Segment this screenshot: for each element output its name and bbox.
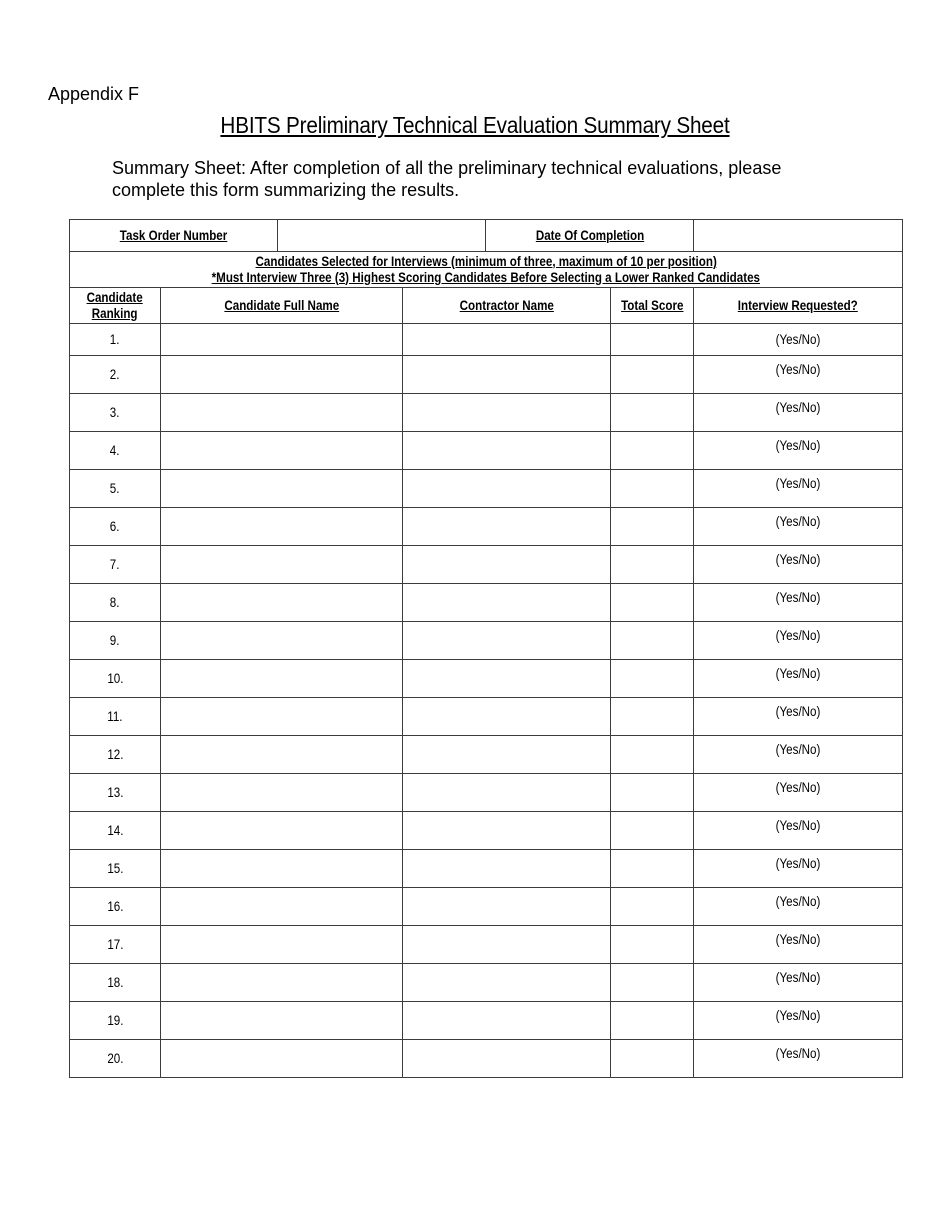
candidate-ranking-cell-text: 3. [110,405,120,420]
column-header-interview-cell [694,288,903,324]
interview-requested-field-text: (Yes/No) [775,438,821,453]
interview-requested-field[interactable] [694,698,903,736]
interview-requested-field[interactable] [694,546,903,584]
candidate-ranking-cell [70,546,161,584]
column-header-full-name-cell [161,288,403,324]
total-score-field[interactable] [611,584,694,622]
interview-requested-field-text: (Yes/No) [775,552,821,567]
interview-requested-field-text: (Yes/No) [775,628,821,643]
candidate-ranking-cell-text: 12. [106,747,124,762]
interview-requested-field-text: (Yes/No) [775,932,821,947]
total-score-field[interactable] [611,394,694,432]
contractor-name-field[interactable] [403,1002,611,1040]
candidate-full-name-field[interactable] [161,324,403,356]
contractor-name-field[interactable] [403,584,611,622]
table-row [70,470,903,508]
table-row [70,432,903,470]
interview-requested-field-text: (Yes/No) [775,1008,821,1023]
interview-requested-field-text: (Yes/No) [775,362,821,377]
interview-requested-field[interactable] [694,736,903,774]
candidate-ranking-cell [70,698,161,736]
candidate-full-name-field[interactable] [161,888,403,926]
candidate-ranking-cell-text: 11. [107,709,123,724]
table-row [70,850,903,888]
table-row [70,584,903,622]
selection-banner [70,252,903,288]
table-row [70,812,903,850]
table-row [70,508,903,546]
column-header-contractor: Contractor Name [459,297,554,313]
column-header-total-score: Total Score [620,297,684,313]
candidate-full-name-field[interactable] [161,546,403,584]
candidate-full-name-field[interactable] [161,736,403,774]
contractor-name-field[interactable] [403,324,611,356]
contractor-name-field[interactable] [403,736,611,774]
column-header-total-score-cell [611,288,694,324]
candidate-full-name-field[interactable] [161,470,403,508]
candidate-ranking-cell [70,736,161,774]
interview-requested-field[interactable] [694,964,903,1002]
date-of-completion-label-cell [486,220,694,252]
candidate-ranking-cell [70,926,161,964]
interview-requested-field[interactable] [694,622,903,660]
candidate-ranking-cell [70,850,161,888]
candidate-ranking-cell [70,964,161,1002]
candidate-ranking-cell [70,812,161,850]
candidate-ranking-cell [70,1002,161,1040]
column-header-ranking-line2: Ranking [92,305,138,321]
candidate-ranking-cell-text: 14. [106,823,124,838]
contractor-name-field[interactable] [403,508,611,546]
contractor-name-field[interactable] [403,470,611,508]
table-row [70,356,903,394]
evaluation-summary-table [69,219,903,1078]
interview-requested-field[interactable] [694,850,903,888]
interview-requested-field[interactable] [694,432,903,470]
candidate-ranking-cell-text: 8. [110,595,120,610]
total-score-field[interactable] [611,888,694,926]
total-score-field[interactable] [611,356,694,394]
table-row [70,888,903,926]
total-score-field[interactable] [611,508,694,546]
candidate-ranking-cell-text: 18. [106,975,124,990]
total-score-field[interactable] [611,774,694,812]
contractor-name-field[interactable] [403,888,611,926]
task-order-value-field[interactable] [278,220,486,252]
candidate-ranking-cell [70,432,161,470]
candidate-ranking-cell-text: 13. [106,785,124,800]
interview-requested-field[interactable] [694,356,903,394]
interview-requested-field[interactable] [694,888,903,926]
appendix-label: Appendix F [48,84,140,104]
total-score-field[interactable] [611,546,694,584]
candidate-ranking-cell [70,394,161,432]
interview-requested-field[interactable] [694,926,903,964]
candidate-ranking-cell-text: 19. [106,1013,124,1028]
interview-requested-field[interactable] [694,774,903,812]
column-header-row [70,288,903,324]
contractor-name-field[interactable] [403,622,611,660]
date-of-completion-label: Date Of Completion [535,228,644,243]
interview-requested-field[interactable] [694,584,903,622]
candidate-full-name-field[interactable] [161,622,403,660]
candidate-ranking-cell [70,324,161,356]
task-order-label-cell [70,220,278,252]
column-header-ranking [70,288,161,324]
table-row [70,964,903,1002]
total-score-field[interactable] [611,1002,694,1040]
candidate-ranking-cell [70,1040,161,1078]
candidate-full-name-field[interactable] [161,394,403,432]
candidate-full-name-field[interactable] [161,698,403,736]
candidate-ranking-cell [70,470,161,508]
column-header-ranking-line1: Candidate [86,289,144,305]
table-row [70,394,903,432]
contractor-name-field[interactable] [403,660,611,698]
contractor-name-field[interactable] [403,432,611,470]
candidate-full-name-field[interactable] [161,356,403,394]
total-score-field[interactable] [611,850,694,888]
contractor-name-field[interactable] [403,812,611,850]
interview-requested-field[interactable] [694,1040,903,1078]
candidate-ranking-cell-text: 17. [106,937,124,952]
column-header-interview: Interview Requested? [738,297,859,313]
contractor-name-field[interactable] [403,698,611,736]
interview-requested-field-text: (Yes/No) [775,818,821,833]
candidate-ranking-cell-text: 15. [106,861,124,876]
candidate-full-name-field[interactable] [161,850,403,888]
candidate-ranking-cell-text: 7. [110,557,120,572]
header-row [70,220,903,252]
interview-requested-field-text: (Yes/No) [775,894,821,909]
date-of-completion-value-field[interactable] [694,220,903,252]
contractor-name-field[interactable] [403,850,611,888]
column-header-contractor-cell [403,288,611,324]
candidate-full-name-field[interactable] [161,812,403,850]
candidate-ranking-cell [70,508,161,546]
contractor-name-field[interactable] [403,1040,611,1078]
candidate-ranking-cell [70,660,161,698]
banner-line-2: *Must Interview Three (3) Highest Scoring Candidates Before Selecting a Lower Ranked Candidates [211,269,761,285]
candidate-ranking-cell [70,622,161,660]
interview-requested-field-text: (Yes/No) [775,332,821,347]
interview-requested-field-text: (Yes/No) [775,704,821,719]
contractor-name-field[interactable] [403,394,611,432]
candidate-rows [70,324,903,1078]
table-row [70,736,903,774]
candidate-ranking-cell-text: 5. [110,481,120,496]
interview-requested-field[interactable] [694,508,903,546]
candidate-ranking-cell [70,888,161,926]
candidate-full-name-field[interactable] [161,432,403,470]
candidate-ranking-cell [70,584,161,622]
contractor-name-field[interactable] [403,926,611,964]
total-score-field[interactable] [611,324,694,356]
task-order-label: Task Order Number [119,228,228,243]
table-row [70,698,903,736]
table-row [70,926,903,964]
total-score-field[interactable] [611,1040,694,1078]
table-row [70,774,903,812]
candidate-full-name-field[interactable] [161,1040,403,1078]
table-row [70,324,903,356]
candidate-full-name-field[interactable] [161,584,403,622]
table-row [70,1040,903,1078]
total-score-field[interactable] [611,812,694,850]
total-score-field[interactable] [611,964,694,1002]
banner-line-1: Candidates Selected for Interviews (minimum of three, maximum of 10 per position) [255,253,717,269]
candidate-full-name-field[interactable] [161,926,403,964]
interview-requested-field-text: (Yes/No) [775,742,821,757]
summary-instructions: Summary Sheet: After completion of all the preliminary technical evaluations, please complete this form summarizing the results. [112,158,782,200]
candidate-ranking-cell-text: 10. [106,671,124,686]
interview-requested-field-text: (Yes/No) [775,400,821,415]
selection-banner-row [70,252,903,288]
contractor-name-field[interactable] [403,356,611,394]
contractor-name-field[interactable] [403,964,611,1002]
candidate-ranking-cell-text: 9. [110,633,120,648]
page-title: HBITS Preliminary Technical Evaluation Summary Sheet [220,112,730,138]
candidate-full-name-field[interactable] [161,660,403,698]
interview-requested-field[interactable] [694,812,903,850]
candidate-ranking-cell-text: 16. [106,899,124,914]
contractor-name-field[interactable] [403,546,611,584]
interview-requested-field[interactable] [694,470,903,508]
candidate-full-name-field[interactable] [161,508,403,546]
column-header-full-name: Candidate Full Name [224,297,339,313]
candidate-ranking-cell-text: 6. [110,519,120,534]
interview-requested-field[interactable] [694,324,903,356]
candidate-full-name-field[interactable] [161,774,403,812]
table-row [70,546,903,584]
total-score-field[interactable] [611,622,694,660]
interview-requested-field-text: (Yes/No) [775,780,821,795]
candidate-ranking-cell-text: 1. [110,332,120,347]
total-score-field[interactable] [611,736,694,774]
interview-requested-field-text: (Yes/No) [775,856,821,871]
interview-requested-field-text: (Yes/No) [775,970,821,985]
total-score-field[interactable] [611,926,694,964]
table-row [70,660,903,698]
interview-requested-field-text: (Yes/No) [775,590,821,605]
candidate-ranking-cell [70,356,161,394]
candidate-full-name-field[interactable] [161,964,403,1002]
table-row [70,1002,903,1040]
candidate-ranking-cell-text: 20. [106,1051,124,1066]
interview-requested-field-text: (Yes/No) [775,514,821,529]
interview-requested-field-text: (Yes/No) [775,666,821,681]
interview-requested-field-text: (Yes/No) [775,476,821,491]
contractor-name-field[interactable] [403,774,611,812]
interview-requested-field[interactable] [694,660,903,698]
interview-requested-field[interactable] [694,394,903,432]
interview-requested-field[interactable] [694,1002,903,1040]
total-score-field[interactable] [611,432,694,470]
candidate-full-name-field[interactable] [161,1002,403,1040]
total-score-field[interactable] [611,470,694,508]
candidate-ranking-cell-text: 2. [110,367,120,382]
interview-requested-field-text: (Yes/No) [775,1046,821,1061]
total-score-field[interactable] [611,698,694,736]
table-row [70,622,903,660]
total-score-field[interactable] [611,660,694,698]
candidate-ranking-cell-text: 4. [110,443,120,458]
candidate-ranking-cell [70,774,161,812]
